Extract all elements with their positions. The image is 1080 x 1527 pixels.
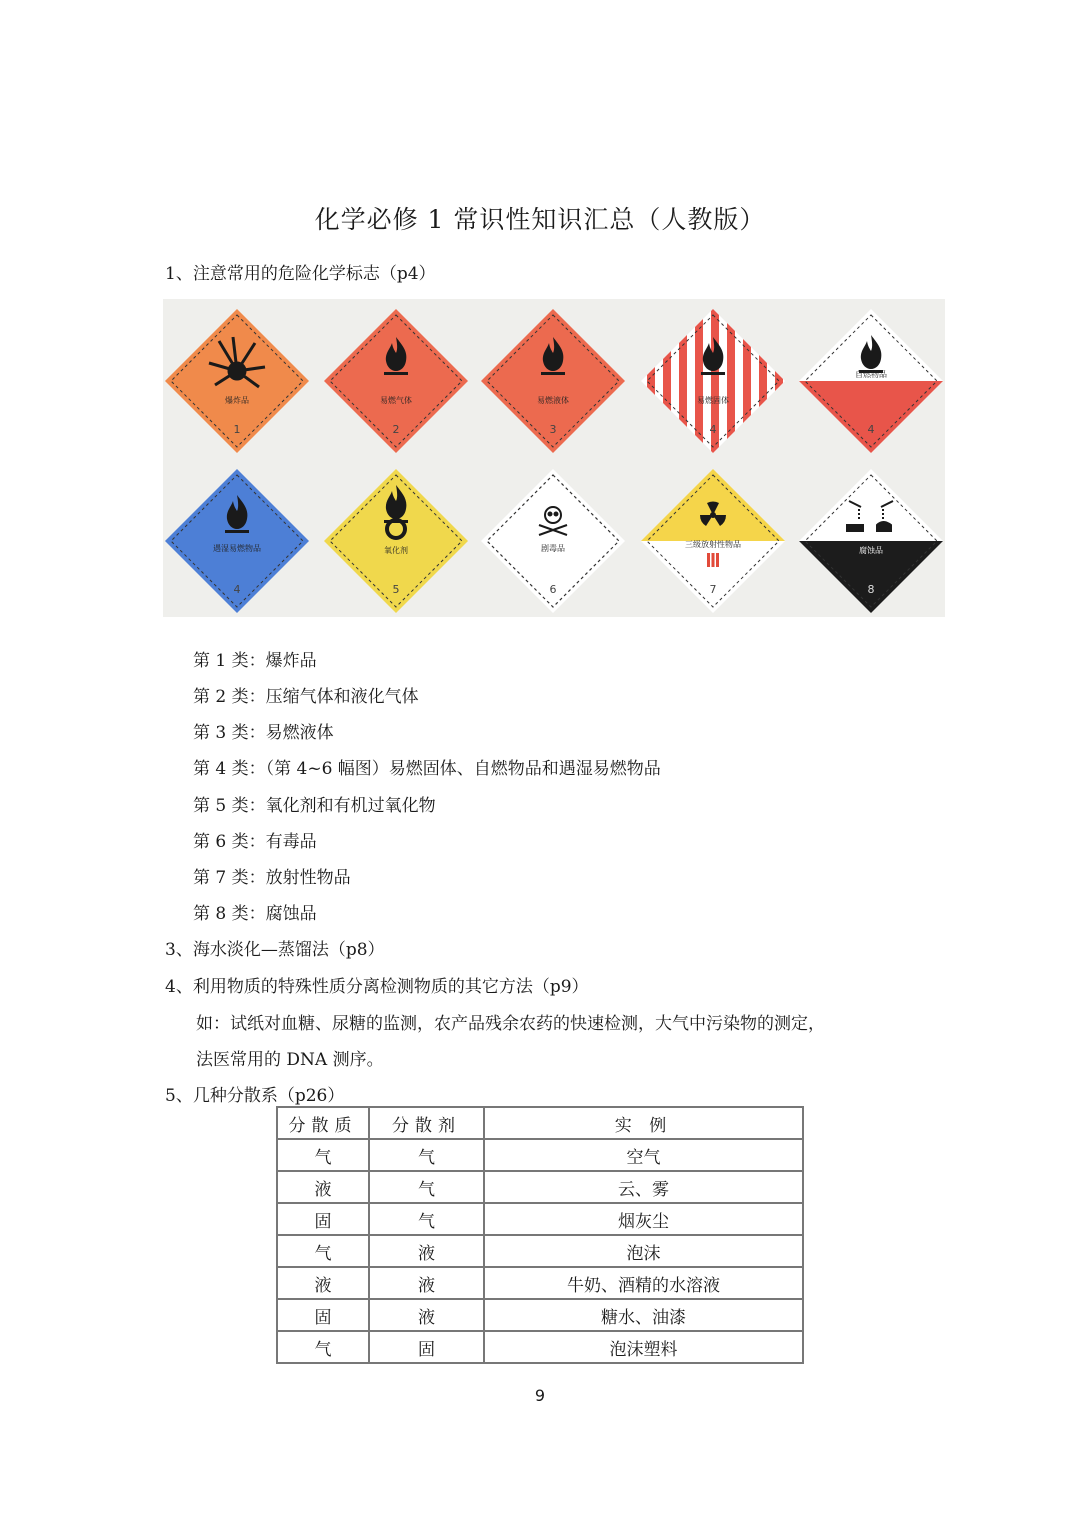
dispersion-table xyxy=(276,1106,804,1364)
page-title: 化学必修 1 常识性知识汇总（人教版） xyxy=(314,205,766,234)
table-row xyxy=(277,1139,803,1171)
cell: 气 xyxy=(369,1203,484,1235)
hazard-sign-7 xyxy=(324,469,468,613)
hazard-sign-4 xyxy=(641,301,785,461)
table-row xyxy=(277,1299,803,1331)
sign-label: 爆炸品 xyxy=(225,396,249,405)
sign-label: 易燃气体 xyxy=(380,396,412,405)
cell: 气 xyxy=(369,1139,484,1171)
header-dispersed-phase: 分散质 xyxy=(277,1107,369,1139)
section5-heading: 5、几种分散系（p26） xyxy=(165,1086,345,1106)
class-line-2: 第 2 类：压缩气体和液化气体 xyxy=(193,687,419,707)
sign-label: 遇湿易燃物品 xyxy=(213,544,261,553)
cell: 糖水、油漆 xyxy=(484,1299,803,1331)
cell: 云、雾 xyxy=(484,1171,803,1203)
sign-number: 4 xyxy=(867,423,875,436)
cell: 固 xyxy=(277,1203,369,1235)
class-line-8: 第 8 类：腐蚀品 xyxy=(193,904,317,924)
hazard-sign-1 xyxy=(165,309,309,453)
header-dispersion-medium: 分散剂 xyxy=(369,1107,484,1139)
section4-text-line2: 法医常用的 DNA 测序。 xyxy=(196,1050,384,1070)
section4-text-line1: 如：试纸对血糖、尿糖的监测，农产品残余农药的快速检测，大气中污染物的测定， xyxy=(196,1014,825,1034)
sign-number: 6 xyxy=(549,583,557,596)
page-number: 9 xyxy=(534,1386,546,1405)
hazard-sign-10 xyxy=(799,469,943,613)
sign-label: 氧化剂 xyxy=(384,546,408,555)
sign-number: 7 xyxy=(709,583,717,596)
cell: 气 xyxy=(277,1139,369,1171)
table-row xyxy=(277,1235,803,1267)
cell: 气 xyxy=(369,1171,484,1203)
category-bars xyxy=(707,553,719,567)
cell: 气 xyxy=(277,1235,369,1267)
class-line-1: 第 1 类：爆炸品 xyxy=(193,651,317,671)
hazard-sign-5 xyxy=(799,309,943,453)
hazard-signs-image xyxy=(163,299,945,617)
cell: 液 xyxy=(277,1267,369,1299)
sign-label: 易燃液体 xyxy=(537,396,569,405)
class-line-7: 第 7 类：放射性物品 xyxy=(193,868,351,888)
cell: 液 xyxy=(369,1299,484,1331)
sign-number: 2 xyxy=(392,423,400,436)
cell: 固 xyxy=(277,1299,369,1331)
section1-heading: 1、注意常用的危险化学标志（p4） xyxy=(165,264,436,284)
hazard-sign-2 xyxy=(324,309,468,453)
sign-label: 剧毒品 xyxy=(541,544,565,553)
cell: 液 xyxy=(369,1235,484,1267)
class-line-3: 第 3 类：易燃液体 xyxy=(193,723,334,743)
cell: 液 xyxy=(369,1267,484,1299)
hazard-sign-3 xyxy=(481,309,625,453)
section4-heading: 4、利用物质的特殊性质分离检测物质的其它方法（p9） xyxy=(165,977,589,997)
hazard-sign-8 xyxy=(481,469,625,613)
sign-label: 腐蚀品 xyxy=(859,546,883,555)
section3-heading: 3、海水淡化—蒸馏法（p8） xyxy=(165,940,385,960)
sign-label: 自燃物品 xyxy=(855,370,887,379)
cell: 固 xyxy=(369,1331,484,1363)
class-line-6: 第 6 类：有毒品 xyxy=(193,832,317,852)
sign-number: 4 xyxy=(709,423,717,436)
sign-label: 易燃固体 xyxy=(697,396,729,405)
table-header-row xyxy=(277,1107,803,1139)
sign-number: 1 xyxy=(233,423,241,436)
class-line-4: 第 4 类：（第 4~6 幅图）易燃固体、自燃物品和遇湿易燃物品 xyxy=(193,759,661,779)
cell: 液 xyxy=(277,1171,369,1203)
sign-number: 5 xyxy=(392,583,400,596)
cell: 烟灰尘 xyxy=(484,1203,803,1235)
cell: 牛奶、酒精的水溶液 xyxy=(484,1267,803,1299)
sign-number: 8 xyxy=(867,583,875,596)
hazard-sign-6 xyxy=(165,469,309,613)
table-row xyxy=(277,1203,803,1235)
class-line-5: 第 5 类：氧化剂和有机过氧化物 xyxy=(193,796,436,816)
header-examples: 实 例 xyxy=(484,1107,803,1139)
table-row xyxy=(277,1267,803,1299)
cell: 泡沫塑料 xyxy=(484,1331,803,1363)
sign-label: 三级放射性物品 xyxy=(685,540,741,549)
table-row xyxy=(277,1331,803,1363)
cell: 空气 xyxy=(484,1139,803,1171)
hazard-sign-9 xyxy=(641,469,785,613)
table-row xyxy=(277,1171,803,1203)
sign-number: 4 xyxy=(233,583,241,596)
cell: 泡沫 xyxy=(484,1235,803,1267)
sign-number: 3 xyxy=(549,423,557,436)
cell: 气 xyxy=(277,1331,369,1363)
